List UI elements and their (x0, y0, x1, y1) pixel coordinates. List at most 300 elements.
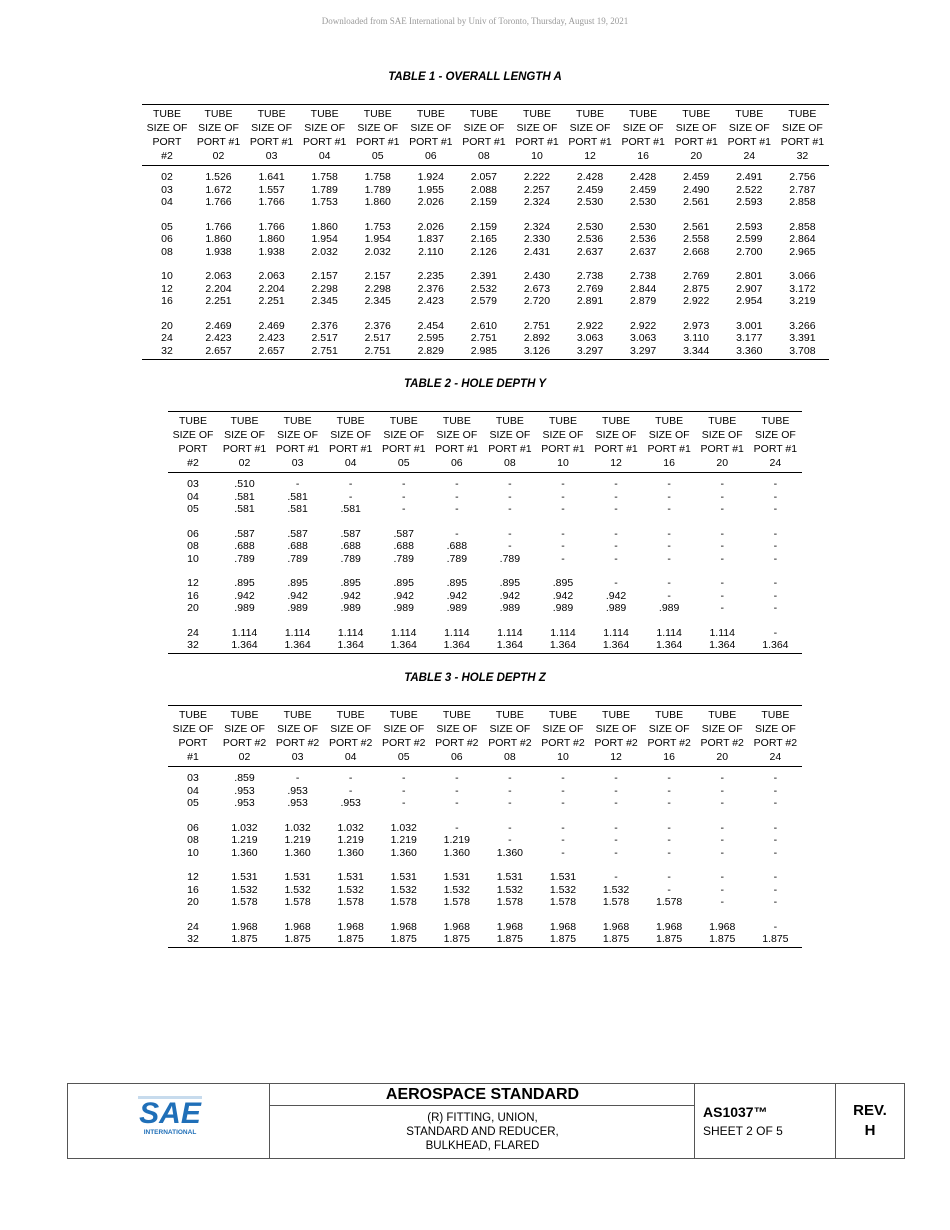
value-cell: - (614, 490, 618, 503)
value-cell: .989 (499, 602, 521, 615)
column-header: SIZE OF (357, 122, 399, 134)
column-header: SIZE OF (304, 122, 346, 134)
column-header: TUBE (218, 706, 271, 723)
value-cell: 1.364 (749, 639, 802, 654)
table-row (168, 797, 802, 809)
value-cell: 1.789 (364, 183, 391, 196)
column-header: PORT #1 (780, 136, 825, 148)
value-cell: - (667, 552, 671, 565)
column-header: TUBE (590, 412, 643, 429)
value-cell: 1.924 (417, 171, 444, 184)
value-cell: 2.536 (629, 233, 657, 246)
value-cell: 2.637 (576, 245, 604, 258)
value-cell: 2.063 (205, 270, 232, 283)
value-cell: 2.532 (470, 282, 498, 295)
value-cell: 2.738 (576, 270, 604, 283)
value-cell: - (720, 821, 724, 834)
column-header: SIZE OF (701, 429, 743, 441)
column-header: PORT #1 (462, 136, 506, 148)
column-header: PORT #1 (700, 443, 744, 455)
header-row (168, 442, 802, 456)
column-header: 03 (271, 456, 324, 473)
value-cell: .587 (287, 527, 308, 540)
value-cell: .942 (340, 589, 361, 602)
doc-number-cell (695, 1084, 836, 1158)
value-cell: 1.968 (443, 920, 470, 933)
value-cell: 1.954 (311, 233, 338, 246)
value-cell: 2.892 (523, 332, 551, 345)
column-header: PORT #1 (328, 443, 373, 455)
value-cell: 2.517 (364, 332, 391, 345)
column-header: SIZE OF (410, 122, 452, 134)
column-header: 12 (564, 149, 617, 166)
value-cell: 1.364 (590, 639, 643, 654)
column-header: PORT #1 (356, 136, 400, 148)
row-size-cell: 20 (187, 602, 199, 615)
value-cell: 2.204 (258, 282, 285, 295)
column-header: TUBE (749, 412, 802, 429)
row-header-label: TUBE (168, 706, 218, 723)
value-cell: - (720, 540, 724, 553)
value-cell: 2.922 (576, 319, 604, 332)
value-cell: - (614, 784, 618, 797)
value-cell: 1.032 (337, 821, 364, 834)
table-row (142, 233, 829, 245)
value-cell: - (720, 871, 724, 884)
value-cell: 2.491 (736, 171, 763, 184)
value-cell: 3.172 (789, 282, 816, 295)
column-header: TUBE (564, 105, 617, 122)
column-header: PORT #1 (222, 443, 267, 455)
value-cell: 1.532 (231, 883, 258, 896)
value-cell: .942 (287, 589, 308, 602)
value-cell: - (720, 527, 724, 540)
value-cell: .989 (658, 602, 680, 615)
column-header: PORT #1 (647, 443, 691, 455)
column-header: SIZE OF (224, 723, 265, 735)
value-cell: - (773, 478, 778, 491)
table-row (168, 515, 802, 540)
value-cell: 2.026 (417, 195, 444, 208)
revision-value: H (864, 1122, 876, 1139)
value-cell: - (773, 589, 778, 602)
column-header: TUBE (536, 706, 589, 723)
column-header: SIZE OF (224, 429, 265, 441)
value-cell: - (508, 821, 512, 834)
column-header: 12 (590, 456, 643, 473)
value-cell: .587 (393, 527, 414, 540)
value-cell: .581 (234, 490, 255, 503)
value-cell: 1.875 (749, 933, 802, 948)
value-cell: 1.219 (284, 834, 311, 847)
column-header: 16 (643, 456, 696, 473)
row-size-cell: 12 (187, 577, 199, 590)
header-row (142, 121, 829, 135)
value-cell: .989 (605, 602, 627, 615)
document-number: AS1037™ (703, 1104, 768, 1120)
value-cell: - (614, 796, 618, 809)
value-cell: - (614, 540, 618, 553)
row-size-cell: 03 (187, 772, 199, 785)
column-header: 04 (298, 149, 351, 166)
column-header: TUBE (696, 412, 749, 429)
value-cell: 2.345 (364, 295, 391, 308)
value-cell: 1.531 (337, 871, 364, 884)
column-header: PORT #1 (249, 136, 294, 148)
value-cell: 2.522 (736, 183, 763, 196)
column-header: PORT #1 (621, 136, 665, 148)
column-header: PORT #2 (435, 737, 479, 749)
value-cell: 1.532 (443, 883, 470, 896)
value-cell: - (667, 834, 671, 847)
value-cell: 2.159 (470, 195, 498, 208)
value-cell: - (508, 796, 512, 809)
row-size-cell: 16 (187, 883, 199, 896)
column-header: PORT #2 (275, 737, 320, 749)
value-cell: - (455, 490, 459, 503)
column-header: PORT #1 (753, 443, 798, 455)
table-1-title: TABLE 1 - OVERALL LENGTH A (388, 71, 562, 83)
value-cell: 2.787 (789, 183, 816, 196)
row-size-cell: 03 (187, 478, 199, 491)
value-cell: - (720, 602, 724, 615)
value-cell: 2.657 (245, 344, 298, 359)
value-cell: .989 (393, 602, 414, 615)
value-cell: - (508, 834, 512, 847)
value-cell: 1.938 (258, 245, 285, 258)
value-cell: .895 (499, 577, 521, 590)
column-header: SIZE OF (595, 723, 637, 735)
value-cell: 2.561 (683, 220, 710, 233)
value-cell: - (667, 540, 671, 553)
value-cell: .942 (605, 589, 627, 602)
value-cell: 2.738 (629, 270, 657, 283)
value-cell: - (773, 490, 778, 503)
value-cell: 2.875 (683, 282, 710, 295)
value-cell: 2.469 (258, 319, 285, 332)
value-cell: 2.829 (404, 344, 457, 359)
value-cell: .895 (287, 577, 308, 590)
column-header: 02 (218, 750, 271, 767)
column-header: 24 (723, 149, 776, 166)
column-header: 10 (510, 149, 563, 166)
value-cell: - (348, 784, 353, 797)
row-size-cell: 24 (161, 332, 173, 345)
value-cell: 1.360 (443, 846, 470, 859)
table-overall-length-a (142, 104, 829, 360)
value-cell: 2.561 (683, 195, 710, 208)
value-cell: 1.364 (696, 639, 749, 654)
value-cell: 2.057 (470, 171, 498, 184)
value-cell: 1.532 (284, 883, 311, 896)
value-cell: 2.459 (576, 183, 604, 196)
value-cell: 1.364 (643, 639, 696, 654)
value-cell: - (773, 871, 778, 884)
column-header: SIZE OF (436, 723, 478, 735)
column-header: PORT #2 (541, 737, 585, 749)
value-cell: 2.954 (736, 295, 763, 308)
value-cell: - (667, 527, 671, 540)
header-row (168, 706, 802, 723)
column-header: PORT #1 (594, 443, 638, 455)
value-cell: - (561, 502, 565, 515)
value-cell: - (401, 796, 406, 809)
logo-subtext: INTERNATIONAL (143, 1129, 197, 1136)
value-cell: 2.864 (789, 233, 816, 246)
value-cell: - (401, 502, 406, 515)
value-cell: 3.708 (776, 344, 829, 359)
value-cell: 1.766 (205, 195, 232, 208)
value-cell: 1.968 (284, 920, 311, 933)
value-cell: 1.938 (205, 245, 232, 258)
value-cell: - (508, 502, 512, 515)
value-cell: - (667, 478, 671, 491)
value-cell: 1.875 (430, 933, 483, 948)
value-cell: 2.376 (364, 319, 391, 332)
value-cell: 1.114 (444, 626, 470, 639)
value-cell: 1.766 (258, 195, 285, 208)
value-cell: - (508, 490, 512, 503)
value-cell: 2.165 (470, 233, 498, 246)
value-cell: 2.922 (683, 295, 710, 308)
value-cell: .895 (446, 577, 468, 590)
column-header: PORT #1 (727, 136, 771, 148)
value-cell: 2.330 (523, 233, 551, 246)
column-header: PORT #2 (222, 737, 267, 749)
value-cell: 1.364 (536, 639, 589, 654)
column-header: SIZE OF (622, 122, 664, 134)
value-cell: 1.875 (218, 933, 271, 948)
value-cell: - (773, 896, 778, 909)
value-cell: - (667, 490, 671, 503)
value-cell: 3.126 (510, 344, 563, 359)
value-cell: .895 (393, 577, 414, 590)
column-header: TUBE (617, 105, 670, 122)
value-cell: 2.751 (470, 332, 498, 345)
value-cell: 2.907 (736, 282, 763, 295)
row-header-label: PORT (178, 443, 208, 455)
column-header: PORT #1 (568, 136, 612, 148)
column-header: 02 (218, 456, 271, 473)
value-cell: - (720, 784, 724, 797)
value-cell: .581 (287, 502, 308, 515)
table-row (142, 245, 829, 257)
value-cell: - (348, 478, 353, 491)
column-header: 05 (377, 750, 430, 767)
value-cell: 2.610 (470, 319, 498, 332)
table-row (168, 590, 802, 602)
value-cell: 1.360 (390, 846, 417, 859)
value-cell: 2.345 (311, 295, 338, 308)
column-header: TUBE (245, 105, 298, 122)
logo-text: SAE (139, 1097, 201, 1130)
value-cell: 2.985 (457, 344, 510, 359)
value-cell: - (614, 871, 618, 884)
value-cell: - (455, 502, 459, 515)
title-block (67, 1083, 905, 1159)
column-header: 03 (271, 750, 324, 767)
value-cell: .688 (393, 540, 414, 553)
value-cell: 1.364 (377, 639, 430, 654)
revision-cell (836, 1084, 904, 1158)
table-row (168, 896, 802, 908)
value-cell: - (561, 784, 565, 797)
table-row (168, 859, 802, 884)
column-header: SIZE OF (648, 429, 690, 441)
value-cell: - (667, 846, 671, 859)
column-header: SIZE OF (330, 429, 372, 441)
value-cell: - (348, 772, 353, 785)
column-header: 08 (457, 149, 510, 166)
value-cell: 1.114 (603, 626, 629, 639)
value-cell: - (508, 527, 512, 540)
value-cell: 2.720 (523, 295, 551, 308)
value-cell: .942 (446, 589, 468, 602)
value-cell: 2.222 (523, 171, 551, 184)
value-cell: 2.376 (311, 319, 338, 332)
table-row (168, 602, 802, 614)
value-cell: - (561, 527, 565, 540)
value-cell: .953 (234, 784, 255, 797)
column-header: TUBE (643, 412, 696, 429)
value-cell: 1.968 (602, 920, 630, 933)
value-cell: - (295, 772, 300, 785)
header-row (168, 456, 802, 473)
column-header: 32 (776, 149, 829, 166)
value-cell: 2.844 (629, 282, 657, 295)
column-header: SIZE OF (383, 429, 425, 441)
table-row (168, 552, 802, 564)
value-cell: 2.673 (523, 282, 551, 295)
value-cell: .688 (340, 540, 361, 553)
column-header: PORT #1 (196, 136, 241, 148)
header-row (168, 750, 802, 767)
value-cell: - (720, 883, 724, 896)
column-header: PORT #2 (700, 737, 744, 749)
column-header: 20 (696, 750, 749, 767)
value-cell: 2.530 (576, 195, 604, 208)
value-cell: .789 (287, 552, 308, 565)
value-cell: - (561, 552, 565, 565)
value-cell: 2.454 (417, 319, 444, 332)
row-size-cell: 04 (161, 195, 173, 208)
value-cell: - (773, 626, 778, 639)
value-cell: 2.769 (576, 282, 604, 295)
value-cell: - (667, 577, 671, 590)
row-size-cell: 16 (187, 589, 199, 602)
value-cell: .688 (287, 540, 308, 553)
value-cell: - (455, 772, 459, 785)
value-cell: - (667, 589, 671, 602)
table-row (168, 503, 802, 515)
table-row (168, 884, 802, 896)
value-cell: - (773, 796, 778, 809)
value-cell: - (348, 490, 353, 503)
row-size-cell: 20 (161, 319, 173, 332)
value-cell: 3.360 (723, 344, 776, 359)
table-row (168, 784, 802, 796)
value-cell: 2.751 (523, 319, 551, 332)
value-cell: .942 (499, 589, 521, 602)
value-cell: 1.219 (390, 834, 417, 847)
value-cell: - (667, 772, 671, 785)
value-cell: 2.595 (417, 332, 444, 345)
value-cell: - (773, 772, 778, 785)
value-cell: 2.530 (629, 195, 657, 208)
column-header: 24 (749, 750, 802, 767)
value-cell: 1.968 (496, 920, 524, 933)
value-cell: - (773, 602, 778, 615)
value-cell: 3.063 (576, 332, 604, 345)
value-cell: 2.063 (258, 270, 285, 283)
value-cell: - (508, 478, 512, 491)
value-cell: 1.758 (364, 171, 391, 184)
value-cell: 3.344 (670, 344, 723, 359)
table-row (142, 344, 829, 359)
value-cell: 2.251 (205, 295, 232, 308)
table-row (142, 332, 829, 344)
value-cell: - (508, 784, 512, 797)
value-cell: .859 (234, 772, 255, 785)
row-size-cell: 10 (187, 552, 199, 565)
row-size-cell: 10 (187, 846, 199, 859)
row-size-cell: 32 (142, 344, 192, 359)
value-cell: 1.531 (443, 871, 470, 884)
column-header: TUBE (430, 412, 483, 429)
value-cell: 2.490 (683, 183, 710, 196)
column-header: SIZE OF (198, 122, 239, 134)
value-cell: 1.968 (231, 920, 258, 933)
header-row (168, 412, 802, 429)
value-cell: 2.110 (418, 245, 444, 258)
value-cell: - (455, 478, 459, 491)
value-cell: 2.517 (311, 332, 338, 345)
value-cell: - (667, 784, 671, 797)
value-cell: 1.364 (324, 639, 377, 654)
column-header: TUBE (483, 706, 536, 723)
value-cell: - (773, 821, 778, 834)
header-row (142, 105, 829, 122)
table-row (168, 540, 802, 552)
row-header-label: TUBE (168, 412, 218, 429)
column-header: TUBE (298, 105, 351, 122)
value-cell: 2.657 (192, 344, 245, 359)
table-row (168, 490, 802, 502)
value-cell: - (614, 821, 618, 834)
value-cell: 2.922 (629, 319, 657, 332)
value-cell: 1.114 (656, 626, 682, 639)
row-size-cell: 05 (187, 502, 199, 515)
value-cell: .688 (234, 540, 255, 553)
table-2-title: TABLE 2 - HOLE DEPTH Y (403, 378, 547, 390)
value-cell: 1.860 (364, 195, 391, 208)
value-cell: - (720, 834, 724, 847)
column-header: TUBE (324, 412, 377, 429)
value-cell: 1.364 (483, 639, 536, 654)
value-cell: .989 (340, 602, 361, 615)
value-cell: 1.526 (205, 171, 232, 184)
column-header: TUBE (404, 105, 457, 122)
value-cell: - (720, 502, 724, 515)
value-cell: 1.968 (337, 920, 364, 933)
column-header: PORT #2 (328, 737, 373, 749)
value-cell: 2.298 (311, 282, 338, 295)
value-cell: 2.459 (683, 171, 710, 184)
column-header: PORT #2 (647, 737, 691, 749)
value-cell: - (614, 478, 618, 491)
value-cell: 1.875 (324, 933, 377, 948)
value-cell: - (508, 540, 512, 553)
